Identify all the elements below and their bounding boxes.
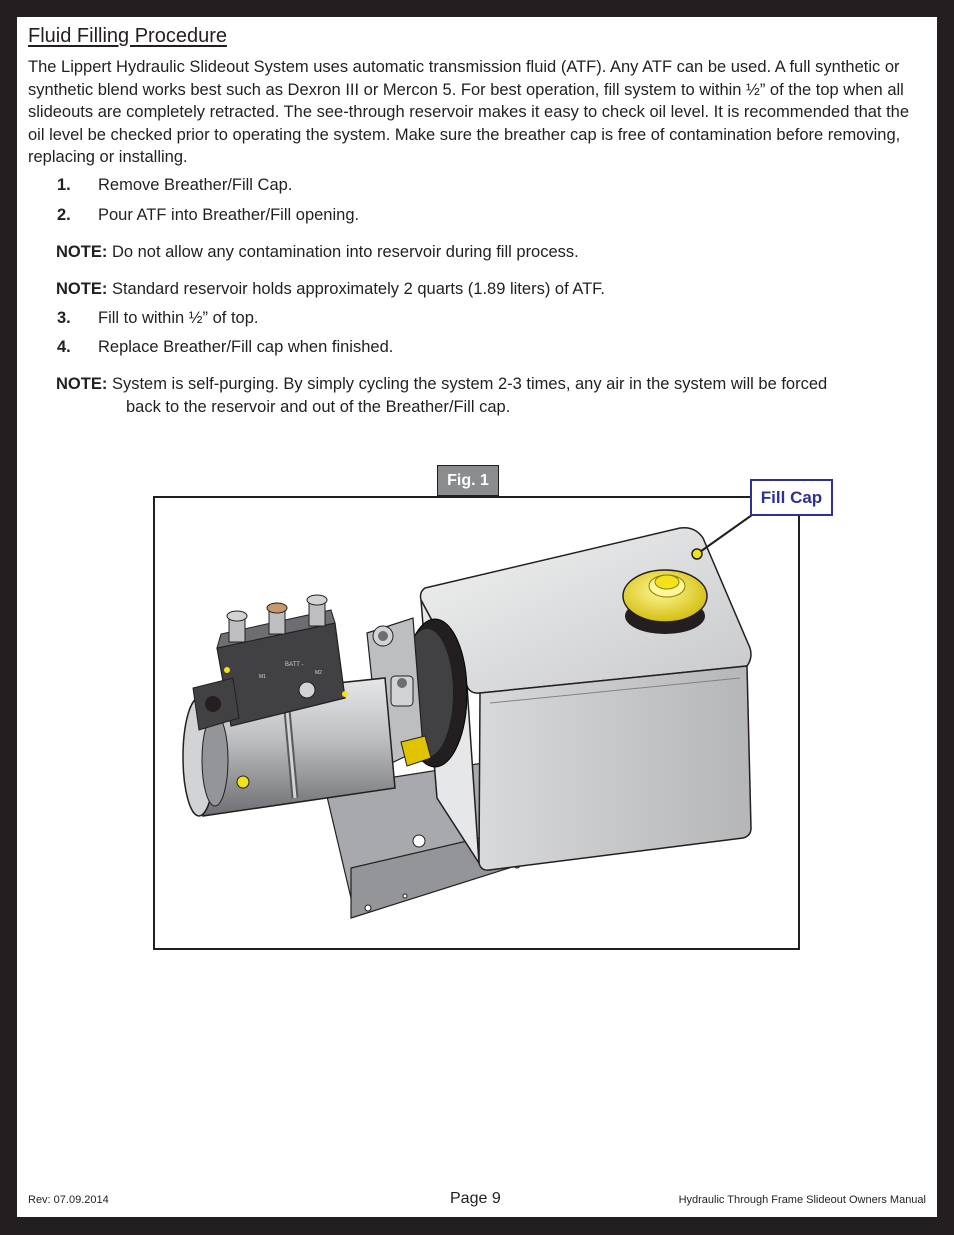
step-1 xyxy=(57,176,292,195)
m1-terminal-label: M1 xyxy=(259,674,266,680)
note-text: System is self-purging. By simply cycling the system 2-3 times, any air in the system will be forced xyxy=(111,375,828,393)
manual-page xyxy=(17,17,937,1217)
step-text: Remove Breather/Fill Cap. xyxy=(98,176,293,194)
note-contamination xyxy=(56,241,579,264)
step-number: 3. xyxy=(57,309,71,327)
reservoir-tank xyxy=(421,528,752,870)
hydraulic-pump-illustration xyxy=(155,498,798,948)
footer-revision: Rev: 07.09.2014 xyxy=(28,1194,109,1206)
footer-manual-title: Hydraulic Through Frame Slideout Owners Manual xyxy=(678,1194,926,1206)
step-3 xyxy=(57,309,258,328)
step-text: Pour ATF into Breather/Fill opening. xyxy=(98,206,360,224)
step-number: 2. xyxy=(57,206,71,224)
note-capacity xyxy=(56,278,605,301)
note-text: Standard reservoir holds approximately 2 quarts (1.89 liters) of ATF. xyxy=(111,280,606,298)
step-number: 4. xyxy=(57,338,71,356)
note-text-continued: back to the reservoir and out of the Breather/Fill cap. xyxy=(126,397,511,416)
intro-paragraph: The Lippert Hydraulic Slideout System uses automatic transmission fluid (ATF). Any ATF can be used. A full synthetic or synthetic blend works best such as Dexron III or Mercon 5. For best operation, fill system to within ½” of the top when all slideouts are completely retracted. The see-through reservoir makes it easy to check oil level. It is recommended that the oil level be checked prior to operating the system. Make sure the breather cap is free of contamination before removing, replacing or installing. xyxy=(28,58,910,167)
m2-terminal-label: M2 xyxy=(315,670,322,676)
step-text: Fill to within ½” of top. xyxy=(98,309,259,327)
note-label: NOTE: xyxy=(56,375,108,393)
step-2 xyxy=(57,206,359,225)
figure-frame xyxy=(153,496,800,950)
note-self-purging xyxy=(56,373,827,418)
note-text: Do not allow any contamination into reservoir during fill process. xyxy=(111,243,579,261)
fill-cap xyxy=(623,570,707,634)
step-number: 1. xyxy=(57,176,71,194)
figure-badge: Fig. 1 xyxy=(437,465,499,496)
note-label: NOTE: xyxy=(56,243,108,261)
batt-terminal-label: BATT - xyxy=(285,662,304,668)
step-4 xyxy=(57,338,393,357)
fill-cap-callout: Fill Cap xyxy=(750,479,833,516)
footer-page-number: Page 9 xyxy=(450,1190,501,1207)
note-label: NOTE: xyxy=(56,280,108,298)
step-text: Replace Breather/Fill cap when finished. xyxy=(98,338,394,356)
section-title: Fluid Filling Procedure xyxy=(28,25,227,47)
